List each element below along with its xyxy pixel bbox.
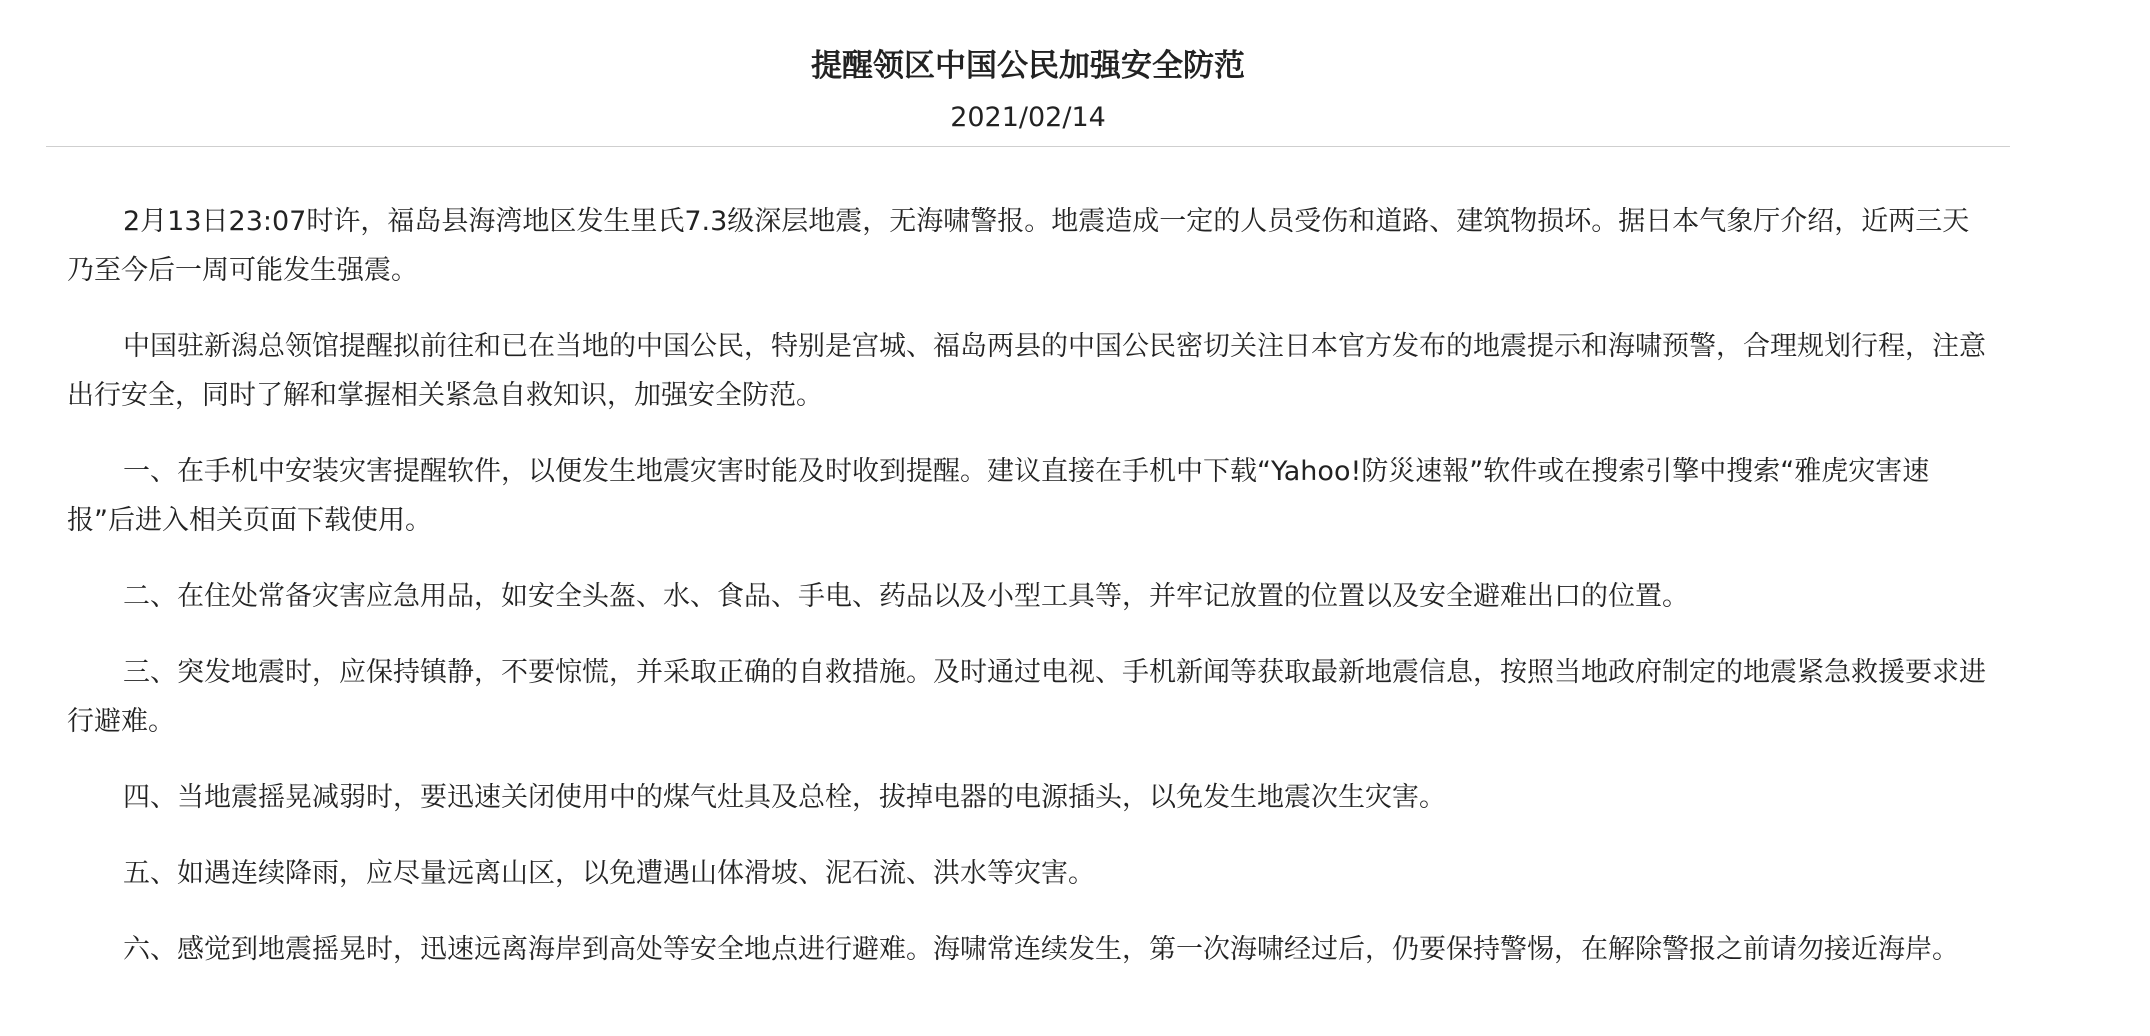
- paragraph-intro: 2月13日23:07时许，福岛县海湾地区发生里氏7.3级深层地震，无海啸警报。地震造成一定的人员受伤和道路、建筑物损坏。据日本气象厅介绍，近两三天乃至今后一周可能发生强震。: [67, 206, 1970, 286]
- article-title: 提醒领区中国公民加强安全防范: [811, 48, 1245, 84]
- paragraph-item-4: 四、当地震摇晃减弱时，要迅速关闭使用中的煤气灶具及总栓，拔掉电器的电源插头，以免发生地震次生灾害。: [123, 782, 1446, 813]
- paragraph-item-2: 二、在住处常备灾害应急用品，如安全头盔、水、食品、手电、药品以及小型工具等，并牢记放置的位置以及安全避难出口的位置。: [123, 581, 1689, 612]
- paragraph-item-6: 六、感觉到地震摇晃时，迅速远离海岸到高处等安全地点进行避难。海啸常连续发生，第一次海啸经过后，仍要保持警惕，在解除警报之前请勿接近海岸。: [123, 934, 1959, 965]
- article-header: [46, 0, 2010, 147]
- paragraph-reminder: 中国驻新潟总领馆提醒拟前往和已在当地的中国公民，特别是宫城、福岛两县的中国公民密切关注日本官方发布的地震提示和海啸预警，合理规划行程，注意出行安全，同时了解和掌握相关紧急自救知识，加强安全防范。: [67, 331, 1986, 411]
- paragraph-item-5: 五、如遇连续降雨，应尽量远离山区，以免遭遇山体滑坡、泥石流、洪水等灾害。: [123, 858, 1095, 889]
- paragraph-item-1: 一、在手机中安装灾害提醒软件，以便发生地震灾害时能及时收到提醒。建议直接在手机中下载“Yahoo!防災速報”软件或在搜索引擎中搜索“雅虎灾害速报”后进入相关页面下载使用。: [67, 456, 1930, 536]
- paragraph-item-3: 三、突发地震时，应保持镇静，不要惊慌，并采取正确的自救措施。及时通过电视、手机新闻等获取最新地震信息，按照当地政府制定的地震紧急救援要求进行避难。: [67, 657, 1986, 737]
- publish-date: 2021/02/14: [950, 102, 1106, 133]
- article-body: [67, 197, 1987, 1001]
